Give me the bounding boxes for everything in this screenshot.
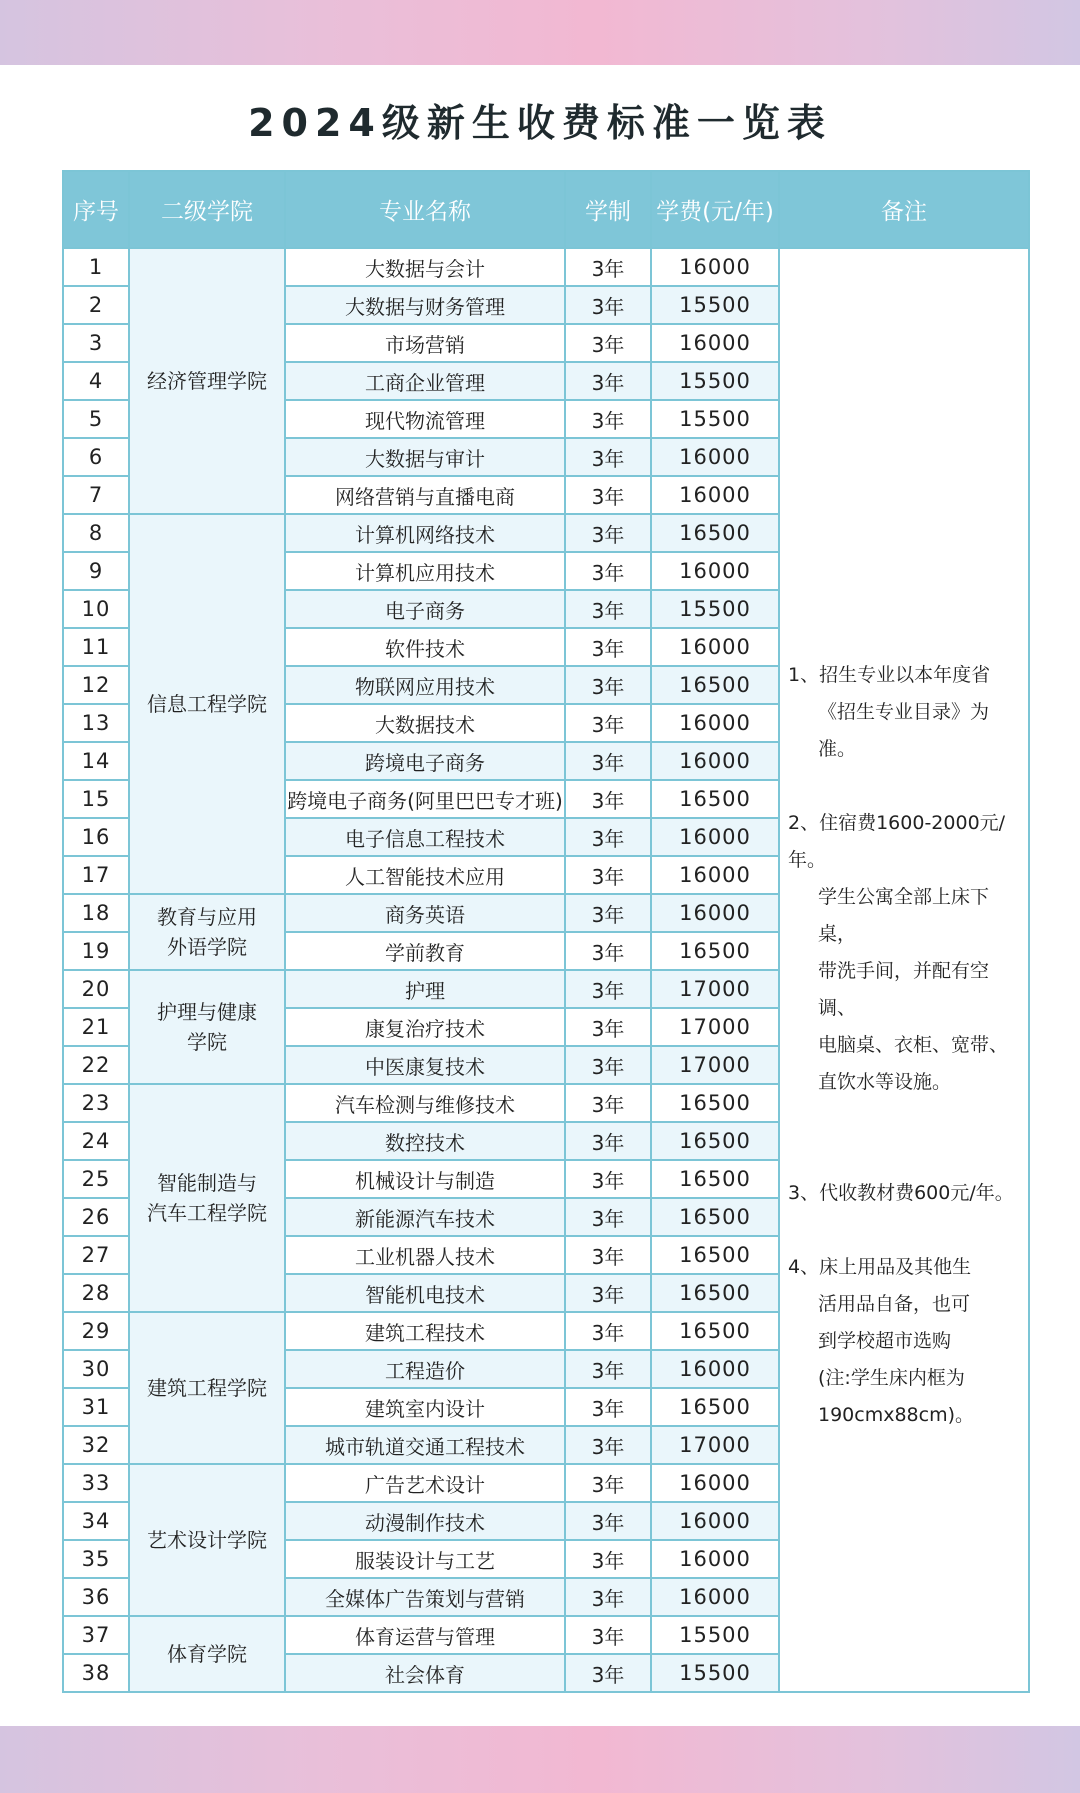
major-name: 工程造价	[285, 1350, 565, 1388]
major-name: 康复治疗技术	[285, 1008, 565, 1046]
remark-line-r2: 带洗手间，并配有空调、	[818, 960, 990, 1019]
row-number: 38	[63, 1654, 129, 1692]
tuition-fee: 16500	[651, 1198, 779, 1236]
college-name-line: 经济管理学院	[147, 369, 267, 393]
tuition-fee: 15500	[651, 362, 779, 400]
remarks-block	[780, 657, 1028, 1434]
duration: 3年	[565, 1616, 651, 1654]
tuition-fee: 16500	[651, 1388, 779, 1426]
college-cell	[129, 1464, 285, 1616]
tuition-fee: 17000	[651, 1426, 779, 1464]
duration: 3年	[565, 1160, 651, 1198]
row-number: 16	[63, 818, 129, 856]
row-number: 34	[63, 1502, 129, 1540]
duration: 3年	[565, 1236, 651, 1274]
major-name: 体育运营与管理	[285, 1616, 565, 1654]
duration: 3年	[565, 476, 651, 514]
major-name: 电子信息工程技术	[285, 818, 565, 856]
college-name-line: 智能制造与	[157, 1171, 257, 1195]
row-number: 33	[63, 1464, 129, 1502]
fee-table	[62, 170, 1030, 1693]
row-number: 1	[63, 248, 129, 286]
tuition-fee: 16000	[651, 1540, 779, 1578]
remark-line-r4: 到学校超市选购	[818, 1330, 952, 1352]
tuition-fee: 17000	[651, 1008, 779, 1046]
row-number: 23	[63, 1084, 129, 1122]
remark-line-r3: 3、代收教材费600元/年。	[788, 1182, 1014, 1204]
top-decorative-band	[0, 0, 1080, 65]
tuition-fee: 16000	[651, 894, 779, 932]
duration: 3年	[565, 1502, 651, 1540]
row-number: 35	[63, 1540, 129, 1578]
row-number: 13	[63, 704, 129, 742]
row-number: 11	[63, 628, 129, 666]
duration: 3年	[565, 514, 651, 552]
major-name: 商务英语	[285, 894, 565, 932]
tuition-fee: 16500	[651, 1084, 779, 1122]
tuition-fee: 16000	[651, 628, 779, 666]
major-name: 大数据与会计	[285, 248, 565, 286]
tuition-fee: 16500	[651, 1312, 779, 1350]
college-name-line: 汽车工程学院	[147, 1201, 267, 1225]
major-name: 动漫制作技术	[285, 1502, 565, 1540]
major-name: 大数据与审计	[285, 438, 565, 476]
tuition-fee: 16000	[651, 704, 779, 742]
header-duration: 学制	[565, 171, 651, 248]
duration: 3年	[565, 438, 651, 476]
tuition-fee: 16500	[651, 514, 779, 552]
tuition-fee: 16000	[651, 248, 779, 286]
major-name: 大数据技术	[285, 704, 565, 742]
header-no: 序号	[63, 171, 129, 248]
college-cell	[129, 1084, 285, 1312]
tuition-fee: 16000	[651, 1578, 779, 1616]
college-name-line: 建筑工程学院	[147, 1376, 267, 1400]
row-number: 15	[63, 780, 129, 818]
major-name: 智能机电技术	[285, 1274, 565, 1312]
duration: 3年	[565, 1046, 651, 1084]
duration: 3年	[565, 1654, 651, 1692]
remark-line-r4: 190cmx88cm)。	[818, 1404, 975, 1426]
major-name: 网络营销与直播电商	[285, 476, 565, 514]
page-title: 2024级新生收费标准一览表	[248, 101, 832, 145]
remark-line-r4: 活用品自备，也可	[818, 1293, 971, 1315]
row-number: 2	[63, 286, 129, 324]
remark-line-r4: 4、床上用品及其他生	[788, 1256, 972, 1278]
header-remark: 备注	[779, 171, 1029, 248]
row-number: 10	[63, 590, 129, 628]
tuition-fee: 15500	[651, 286, 779, 324]
college-name-line: 学院	[187, 1030, 227, 1054]
college-cell	[129, 970, 285, 1084]
row-number: 17	[63, 856, 129, 894]
table-body	[63, 248, 1029, 1692]
duration: 3年	[565, 590, 651, 628]
row-number: 32	[63, 1426, 129, 1464]
tuition-fee: 16000	[651, 1464, 779, 1502]
college-cell	[129, 1312, 285, 1464]
row-number: 9	[63, 552, 129, 590]
major-name: 护理	[285, 970, 565, 1008]
major-name: 跨境电子商务	[285, 742, 565, 780]
duration: 3年	[565, 932, 651, 970]
duration: 3年	[565, 780, 651, 818]
remark-line-r2: 直饮水等设施。	[818, 1071, 952, 1093]
row-number: 26	[63, 1198, 129, 1236]
major-name: 电子商务	[285, 590, 565, 628]
major-name: 数控技术	[285, 1122, 565, 1160]
major-name: 市场营销	[285, 324, 565, 362]
duration: 3年	[565, 1084, 651, 1122]
college-cell	[129, 1616, 285, 1692]
row-number: 27	[63, 1236, 129, 1274]
duration: 3年	[565, 552, 651, 590]
major-name: 现代物流管理	[285, 400, 565, 438]
row-number: 25	[63, 1160, 129, 1198]
college-cell	[129, 248, 285, 514]
duration: 3年	[565, 856, 651, 894]
duration: 3年	[565, 894, 651, 932]
tuition-fee: 16500	[651, 932, 779, 970]
remark-spacer	[788, 1212, 1022, 1249]
row-number: 7	[63, 476, 129, 514]
remark-line-r1: 1、招生专业以本年度省	[788, 664, 991, 686]
duration: 3年	[565, 362, 651, 400]
row-number: 6	[63, 438, 129, 476]
duration: 3年	[565, 628, 651, 666]
row-number: 8	[63, 514, 129, 552]
tuition-fee: 16000	[651, 742, 779, 780]
bottom-decorative-band	[0, 1726, 1080, 1793]
major-name: 中医康复技术	[285, 1046, 565, 1084]
college-name-line: 护理与健康	[157, 1000, 257, 1024]
major-name: 跨境电子商务(阿里巴巴专才班)	[285, 780, 565, 818]
row-number: 22	[63, 1046, 129, 1084]
tuition-fee: 16000	[651, 552, 779, 590]
tuition-fee: 15500	[651, 1616, 779, 1654]
row-number: 37	[63, 1616, 129, 1654]
college-name-line: 体育学院	[167, 1642, 247, 1666]
tuition-fee: 16000	[651, 1502, 779, 1540]
row-number: 3	[63, 324, 129, 362]
duration: 3年	[565, 1578, 651, 1616]
row-number: 36	[63, 1578, 129, 1616]
duration: 3年	[565, 1426, 651, 1464]
major-name: 软件技术	[285, 628, 565, 666]
remark-spacer	[788, 768, 1022, 805]
major-name: 广告艺术设计	[285, 1464, 565, 1502]
duration: 3年	[565, 1312, 651, 1350]
tuition-fee: 16000	[651, 476, 779, 514]
duration: 3年	[565, 1540, 651, 1578]
tuition-fee: 16500	[651, 1274, 779, 1312]
tuition-fee: 16500	[651, 780, 779, 818]
duration: 3年	[565, 1122, 651, 1160]
row-number: 24	[63, 1122, 129, 1160]
table-row	[63, 248, 1029, 286]
tuition-fee: 16000	[651, 1350, 779, 1388]
remark-spacer	[788, 1138, 1022, 1175]
college-name-line: 艺术设计学院	[147, 1528, 267, 1552]
tuition-fee: 17000	[651, 1046, 779, 1084]
major-name: 大数据与财务管理	[285, 286, 565, 324]
duration: 3年	[565, 666, 651, 704]
remark-line-r2: 2、住宿费1600-2000元/年。	[788, 812, 1006, 871]
major-name: 工业机器人技术	[285, 1236, 565, 1274]
tuition-fee: 16500	[651, 1122, 779, 1160]
row-number: 19	[63, 932, 129, 970]
header-major: 专业名称	[285, 171, 565, 248]
row-number: 21	[63, 1008, 129, 1046]
duration: 3年	[565, 248, 651, 286]
duration: 3年	[565, 400, 651, 438]
tuition-fee: 15500	[651, 1654, 779, 1692]
duration: 3年	[565, 1198, 651, 1236]
college-name-line: 信息工程学院	[147, 692, 267, 716]
row-number: 5	[63, 400, 129, 438]
remarks-cell	[779, 248, 1029, 1692]
row-number: 30	[63, 1350, 129, 1388]
row-number: 31	[63, 1388, 129, 1426]
college-name-line: 教育与应用	[157, 905, 257, 929]
duration: 3年	[565, 1464, 651, 1502]
tuition-fee: 16000	[651, 324, 779, 362]
major-name: 计算机应用技术	[285, 552, 565, 590]
remark-line-r4: (注:学生床内框为	[818, 1367, 965, 1389]
row-number: 28	[63, 1274, 129, 1312]
major-name: 城市轨道交通工程技术	[285, 1426, 565, 1464]
duration: 3年	[565, 324, 651, 362]
tuition-fee: 15500	[651, 590, 779, 628]
duration: 3年	[565, 970, 651, 1008]
college-cell	[129, 894, 285, 970]
major-name: 服装设计与工艺	[285, 1540, 565, 1578]
tuition-fee: 16500	[651, 1236, 779, 1274]
row-number: 12	[63, 666, 129, 704]
duration: 3年	[565, 818, 651, 856]
college-name-line: 外语学院	[167, 935, 247, 959]
major-name: 物联网应用技术	[285, 666, 565, 704]
major-name: 计算机网络技术	[285, 514, 565, 552]
tuition-fee: 16000	[651, 438, 779, 476]
major-name: 工商企业管理	[285, 362, 565, 400]
duration: 3年	[565, 286, 651, 324]
tuition-fee: 16000	[651, 856, 779, 894]
college-cell	[129, 514, 285, 894]
row-number: 18	[63, 894, 129, 932]
duration: 3年	[565, 742, 651, 780]
major-name: 人工智能技术应用	[285, 856, 565, 894]
table-header-row	[63, 171, 1029, 248]
major-name: 机械设计与制造	[285, 1160, 565, 1198]
major-name: 学前教育	[285, 932, 565, 970]
duration: 3年	[565, 704, 651, 742]
header-college: 二级学院	[129, 171, 285, 248]
major-name: 全媒体广告策划与营销	[285, 1578, 565, 1616]
duration: 3年	[565, 1008, 651, 1046]
duration: 3年	[565, 1388, 651, 1426]
row-number: 29	[63, 1312, 129, 1350]
remark-line-r2: 学生公寓全部上床下桌，	[818, 886, 990, 945]
tuition-fee: 15500	[651, 400, 779, 438]
remark-line-r1: 《招生专业目录》为准。	[818, 701, 990, 760]
major-name: 建筑室内设计	[285, 1388, 565, 1426]
tuition-fee: 16500	[651, 1160, 779, 1198]
tuition-fee: 16000	[651, 818, 779, 856]
major-name: 建筑工程技术	[285, 1312, 565, 1350]
major-name: 汽车检测与维修技术	[285, 1084, 565, 1122]
major-name: 新能源汽车技术	[285, 1198, 565, 1236]
remark-spacer	[788, 1101, 1022, 1138]
row-number: 4	[63, 362, 129, 400]
duration: 3年	[565, 1274, 651, 1312]
remark-line-r2: 电脑桌、衣柜、宽带、	[818, 1034, 1009, 1056]
row-number: 14	[63, 742, 129, 780]
major-name: 社会体育	[285, 1654, 565, 1692]
duration: 3年	[565, 1350, 651, 1388]
row-number: 20	[63, 970, 129, 1008]
tuition-fee: 17000	[651, 970, 779, 1008]
tuition-fee: 16500	[651, 666, 779, 704]
header-fee: 学费(元/年)	[651, 171, 779, 248]
